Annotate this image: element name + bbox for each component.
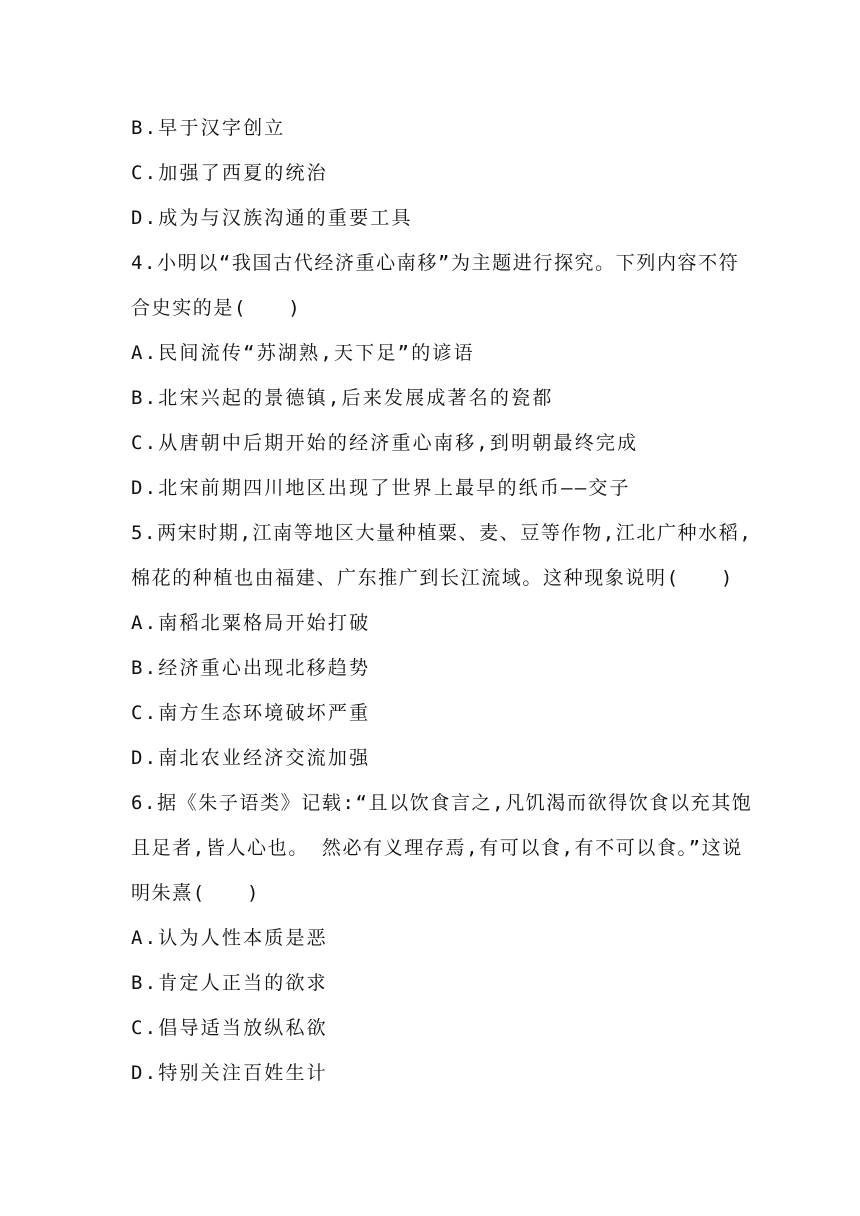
- q3-option-c: C.加强了西夏的统治: [131, 162, 328, 184]
- q5-option-d: D.南北农业经济交流加强: [131, 747, 371, 769]
- q4-option-a: A.民间流传“苏湖熟,天下足”的谚语: [131, 342, 475, 364]
- q5-stem-line-1: 5.两宋时期,江南等地区大量种植粟、麦、豆等作物,江北广种水稻,: [131, 522, 753, 544]
- q6-option-b: B.肯定人正当的欲求: [131, 972, 328, 994]
- q6-option-c: C.倡导适当放纵私欲: [131, 1017, 328, 1039]
- q6-stem-line-2: 且足者,皆人心也。 然必有义理存焉,有可以食,有不可以食。”这说: [131, 837, 743, 859]
- q6-option-a: A.认为人性本质是恶: [131, 927, 328, 949]
- q4-option-d: D.北宋前期四川地区出现了世界上最早的纸币——交子: [131, 477, 631, 499]
- q5-stem-line-2: 棉花的种植也由福建、广东推广到长江流域。这种现象说明( ): [131, 567, 734, 589]
- q4-stem-line-2: 合史实的是( ): [131, 297, 302, 319]
- q3-option-d: D.成为与汉族沟通的重要工具: [131, 207, 413, 229]
- q6-option-d: D.特别关注百姓生计: [131, 1062, 328, 1084]
- q6-stem-line-3: 明朱熹( ): [131, 882, 261, 904]
- q6-stem-line-1: 6.据《朱子语类》记载:“且以饮食言之,凡饥渴而欲得饮食以充其饱: [131, 792, 753, 814]
- q5-option-c: C.南方生态环境破坏严重: [131, 702, 371, 724]
- q4-stem-line-1: 4.小明以“我国古代经济重心南移”为主题进行探究。下列内容不符: [131, 252, 740, 274]
- q5-option-b: B.经济重心出现北移趋势: [131, 657, 371, 679]
- q3-option-b: B.早于汉字创立: [131, 117, 286, 139]
- q5-option-a: A.南稻北粟格局开始打破: [131, 612, 371, 634]
- q4-option-c: C.从唐朝中后期开始的经济重心南移,到明朝最终完成: [131, 432, 639, 454]
- q4-option-b: B.北宋兴起的景德镇,后来发展成著名的瓷都: [131, 387, 554, 409]
